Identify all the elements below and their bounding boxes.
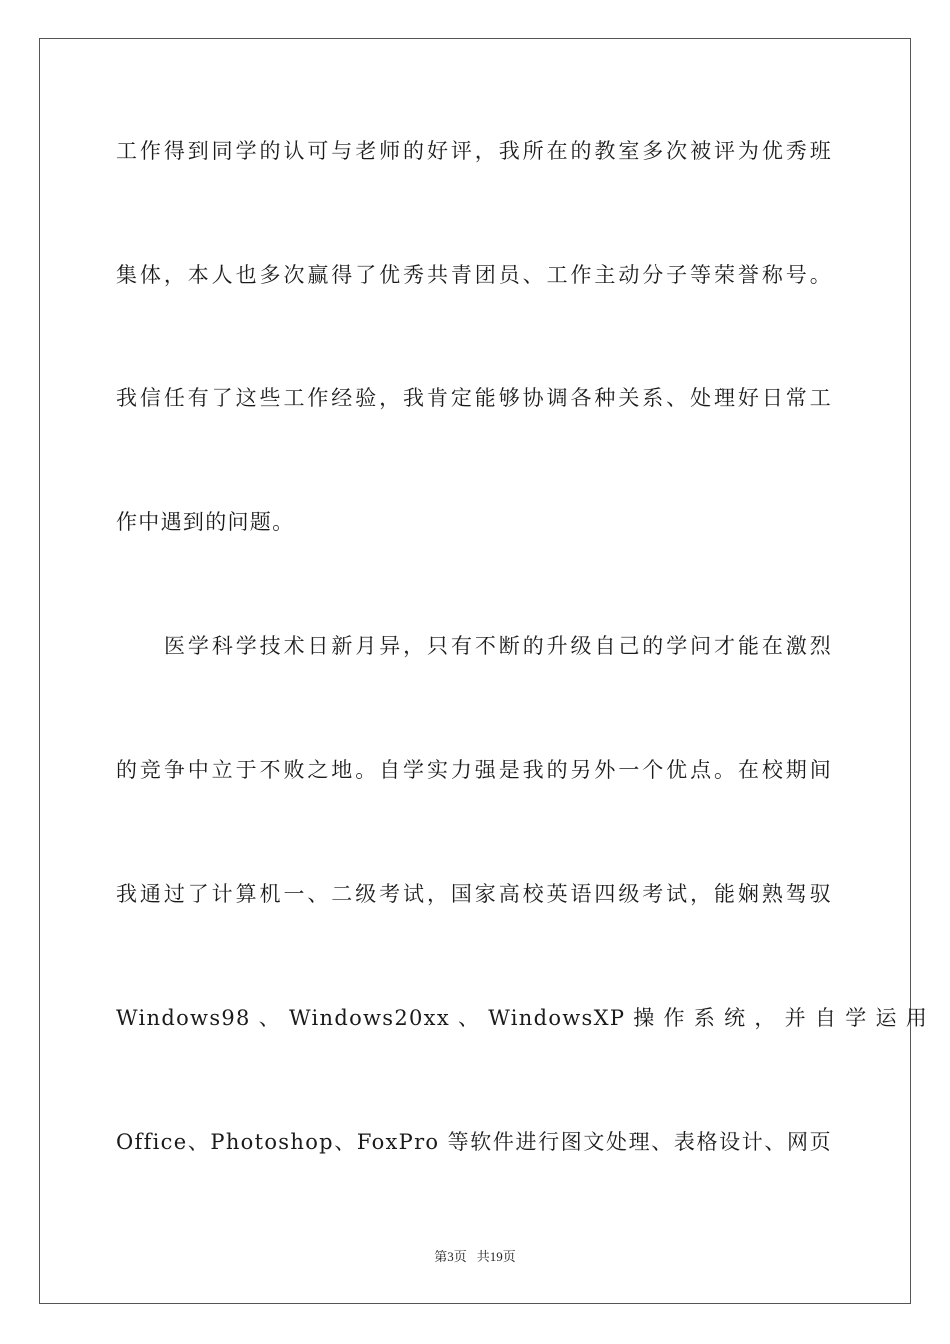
body-text-line: 作中遇到的问题。	[116, 510, 295, 534]
body-text-line: 我通过了计算机一、二级考试，国家高校英语四级考试，能娴熟驾驭	[116, 882, 832, 906]
body-text-line: 工作得到同学的认可与老师的好评，我所在的教室多次被评为优秀班	[116, 139, 832, 163]
body-text-line: Office、Photoshop、FoxPro 等软件进行图文处理、表格设计、网页	[116, 1130, 832, 1154]
page-number: 第3页	[434, 1249, 467, 1264]
page-border	[39, 38, 929, 1304]
body-text-line: 的竞争中立于不败之地。自学实力强是我的另外一个优点。在校期间	[116, 758, 832, 782]
paragraph-first-line: 医学科学技术日新月异，只有不断的升级自己的学问才能在激烈	[164, 634, 832, 658]
page-footer	[0, 1248, 950, 1266]
body-text-line: 集体，本人也多次赢得了优秀共青团员、工作主动分子等荣誉称号。	[116, 263, 832, 287]
body-text-line: Windows98 、 Windows20xx 、 WindowsXP 操 作 系 统 ， 并 自 学 运 用	[116, 1006, 929, 1030]
body-text-line: 我信任有了这些工作经验，我肯定能够协调各种关系、处理好日常工	[116, 386, 832, 410]
page-total: 共19页	[476, 1249, 516, 1264]
